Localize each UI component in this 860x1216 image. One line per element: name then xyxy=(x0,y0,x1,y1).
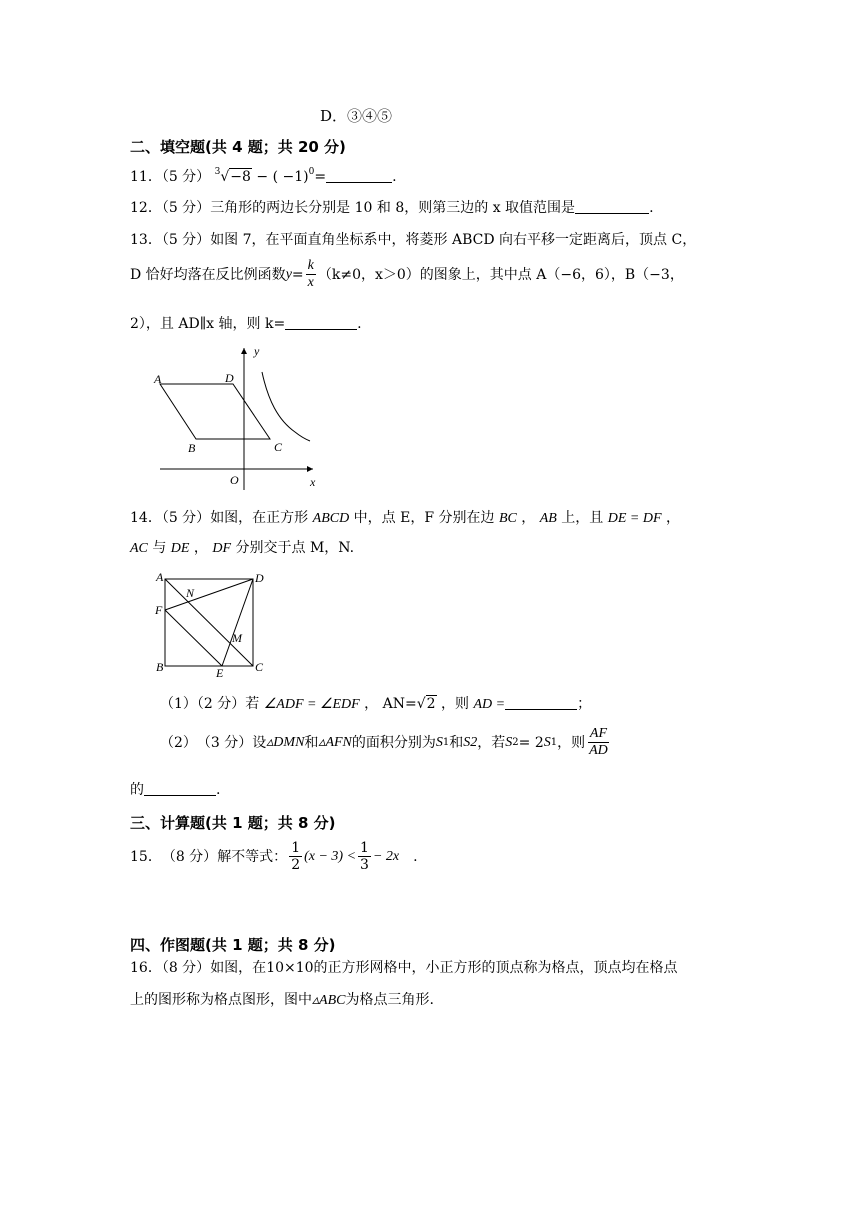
q12-answer-blank[interactable] xyxy=(575,199,649,214)
q14-segment-df xyxy=(165,579,253,610)
q14-end: . xyxy=(216,782,221,798)
q14-p2-text-7: ，则 xyxy=(557,734,586,751)
q14-segment-fe xyxy=(165,610,222,666)
q14-p2-s: S xyxy=(505,734,513,750)
section-3-heading: 三、计算题(共 1 题；共 8 分) xyxy=(130,814,336,832)
q14-df: DF xyxy=(212,541,232,556)
q13-line-2-text-b: （k≠0，x＞0）的图象上，其中点 A（−6，6），B（−3， xyxy=(317,266,684,283)
q13-rhombus xyxy=(160,384,270,439)
q15-number: 15． xyxy=(130,848,162,865)
q11-number: 11． xyxy=(130,169,162,185)
q13-label-a: A xyxy=(154,372,162,386)
q14-p2-text-2: 和 xyxy=(304,734,319,751)
q14-label-f: F xyxy=(155,603,163,617)
q14-p2-label: （2） xyxy=(160,734,197,751)
q14-p1-text-3: ，则 xyxy=(436,696,474,712)
q14-p2-frac-den: AD xyxy=(589,743,608,758)
q14-p1-label: （1） xyxy=(160,696,197,712)
q14-text-2b: ， xyxy=(189,540,213,556)
q15-text: 解不等式： xyxy=(217,848,288,865)
q14-text-2c: 分别交于点 M，N. xyxy=(231,540,355,556)
q14-ac: AC xyxy=(130,541,148,556)
q14-p2-s1: S xyxy=(435,734,443,750)
q13-number: 13． xyxy=(130,232,162,248)
q16-number: 16． xyxy=(130,960,162,976)
q13-func-fraction xyxy=(306,258,316,291)
q13-figure xyxy=(150,340,330,495)
q14-p1-score: （2 分） xyxy=(196,696,246,712)
q11-end: . xyxy=(392,169,397,185)
q14-p2-s2: S2 xyxy=(463,734,478,750)
q14-p2-text-4: 和 xyxy=(449,734,464,751)
q13-func-den: x xyxy=(307,275,314,290)
question-12 xyxy=(130,198,654,218)
q11-minus: − ( −1) xyxy=(251,169,309,185)
q14-p1-end: ； xyxy=(577,696,592,712)
q14-p2-afn: ▵AFN xyxy=(318,734,352,750)
q14-label-a: A xyxy=(156,570,164,584)
q11-answer-blank[interactable] xyxy=(326,168,392,183)
q16-text-2a: 上的图形称为格点图形，图中 xyxy=(130,992,312,1008)
q15-end: . xyxy=(413,848,418,865)
q13-score: （5 分） xyxy=(161,232,211,248)
q14-p1-ad: AD = xyxy=(473,697,506,712)
q14-text-1d: 上，且 xyxy=(556,510,608,526)
q14-p2-text-3: 的面积分别为 xyxy=(351,734,436,751)
q14-p2-text-5: ，若 xyxy=(477,734,506,751)
q14-part-1 xyxy=(160,694,591,715)
q16-text-1a: 如图，在 xyxy=(210,960,267,976)
q15-fraction-2 xyxy=(358,840,371,873)
q14-label-e: E xyxy=(216,666,224,680)
q13-answer-blank[interactable] xyxy=(285,315,357,330)
question-13-line-2 xyxy=(130,258,684,291)
q12-text: 三角形的两边长分别是 10 和 8，则第三边的 x 取值范围是 xyxy=(210,200,576,216)
q16-abc: ▵ABC xyxy=(312,993,346,1008)
q16-score: （8 分） xyxy=(161,960,211,976)
question-16-line-1 xyxy=(130,958,678,978)
question-15 xyxy=(130,840,418,873)
q14-figure xyxy=(150,570,275,680)
q14-text-2a: 与 xyxy=(147,540,171,556)
q11-radicand: −8 xyxy=(230,169,251,185)
q13-hyperbola xyxy=(262,372,310,441)
question-16-line-2 xyxy=(130,990,434,1011)
q16-text-1b: 的正方形网格中，小正方形的顶点称为格点，顶点均在格点 xyxy=(313,960,678,976)
section-2-heading: 二、填空题(共 4 题；共 20 分) xyxy=(130,138,346,156)
q14-label-m: M xyxy=(232,631,242,645)
q14-score: （5 分） xyxy=(161,510,211,526)
q15-frac2-den: 3 xyxy=(360,857,369,873)
q14-p2-text-6: = 2 xyxy=(518,734,544,751)
q16-text-2b: 为格点三角形. xyxy=(345,992,434,1008)
q14-abcd: ABCD xyxy=(312,511,350,526)
q13-func-num: k xyxy=(307,258,314,273)
q14-p1-radicand: 2 xyxy=(426,696,436,712)
q14-label-c: C xyxy=(255,660,264,674)
q14-number: 14． xyxy=(130,510,162,526)
q14-p2-frac-num: AF xyxy=(589,726,607,741)
q14-part-2-tail xyxy=(130,780,220,800)
q11-equals: = xyxy=(314,169,327,185)
q14-p2-s1-sub: 1 xyxy=(442,736,450,748)
q13-end: . xyxy=(357,316,362,332)
q11-root-index: 3 xyxy=(214,167,221,177)
q14-text-1e: ， xyxy=(661,510,680,526)
q14-p1-text-1: 若 xyxy=(245,696,264,712)
q15-frac2-num: 1 xyxy=(360,840,369,856)
q14-p2-s1b: S xyxy=(543,734,551,750)
q14-p2-score: （3 分） xyxy=(196,734,253,751)
q13-label-b: B xyxy=(188,441,196,455)
q13-label-o: O xyxy=(230,473,239,487)
q14-label-b: B xyxy=(156,660,164,674)
q14-text-1b: 中，点 E，F 分别在边 xyxy=(349,510,499,526)
section-4-heading: 四、作图题(共 1 题；共 8 分) xyxy=(130,936,336,954)
question-14-line-2 xyxy=(130,538,354,559)
q14-p2-answer-blank[interactable] xyxy=(144,781,216,796)
q14-p2-dmn: ▵DMN xyxy=(266,734,305,750)
q14-text-1a: 如图，在正方形 xyxy=(210,510,313,526)
q12-score: （5 分） xyxy=(161,200,211,216)
q15-frac1-den: 2 xyxy=(291,857,301,873)
q14-ab: AB xyxy=(539,511,557,526)
option-d xyxy=(320,106,392,126)
q13-line-1-text: 如图 7，在平面直角坐标系中，将菱形 ABCD 向右平移一定距离后，顶点 C， xyxy=(210,232,697,248)
question-11 xyxy=(130,162,397,187)
q14-p1-radical-sign: √ xyxy=(416,696,426,712)
q14-bc: BC xyxy=(498,511,517,526)
question-13-line-3 xyxy=(130,314,362,334)
q15-fraction-1 xyxy=(289,840,302,873)
q12-end: . xyxy=(649,200,654,216)
q15-tail: − 2x xyxy=(372,848,400,864)
q14-text-1c: ， xyxy=(516,510,540,526)
q14-de: DE xyxy=(170,541,190,556)
q14-p1-text-2: ， AN= xyxy=(359,696,417,712)
q14-de-eq-df: DE = DF xyxy=(607,511,662,526)
q11-score: （5 分） xyxy=(161,169,211,185)
q12-number: 12． xyxy=(130,200,162,216)
q14-label-d: D xyxy=(255,571,264,585)
q14-p2-fraction xyxy=(587,726,610,759)
q14-p2-s-sub: 2 xyxy=(512,736,519,748)
q15-score: （8 分） xyxy=(161,848,218,865)
q14-p2-tail-text: 的 xyxy=(130,782,144,798)
q13-func-eq: = xyxy=(291,266,304,283)
q11-radical-sign: √ xyxy=(220,169,230,185)
option-d-value: ③④⑤ xyxy=(347,107,393,125)
q11-exponent: 0 xyxy=(308,167,315,177)
q14-part-2 xyxy=(160,726,612,759)
q15-frac1-num: 1 xyxy=(291,840,301,856)
q13-label-x: x xyxy=(310,475,316,489)
question-13-line-1 xyxy=(130,230,696,250)
q13-line-2-text-a: D 恰好均落在反比例函数 xyxy=(130,266,286,283)
option-d-label: D． xyxy=(320,107,348,125)
q14-segment-de xyxy=(222,579,253,666)
q13-label-d: D xyxy=(225,371,234,385)
q14-p1-angle: ∠ADF = ∠EDF xyxy=(263,697,360,712)
q14-p1-answer-blank[interactable] xyxy=(505,695,577,710)
q14-p2-s1b-sub: 1 xyxy=(550,736,558,748)
q14-p2-text-1: 设 xyxy=(252,734,267,751)
question-14-line-1 xyxy=(130,508,680,529)
q16-grid-size: 10×10 xyxy=(266,960,314,976)
q13-line-3-text: 2），且 AD∥x 轴，则 k= xyxy=(130,316,286,332)
q15-middle: (x − 3) < xyxy=(304,848,357,864)
q13-label-c: C xyxy=(274,440,283,454)
q13-func-lhs: y xyxy=(285,266,292,282)
q14-label-n: N xyxy=(186,586,195,600)
q13-label-y: y xyxy=(254,344,260,358)
